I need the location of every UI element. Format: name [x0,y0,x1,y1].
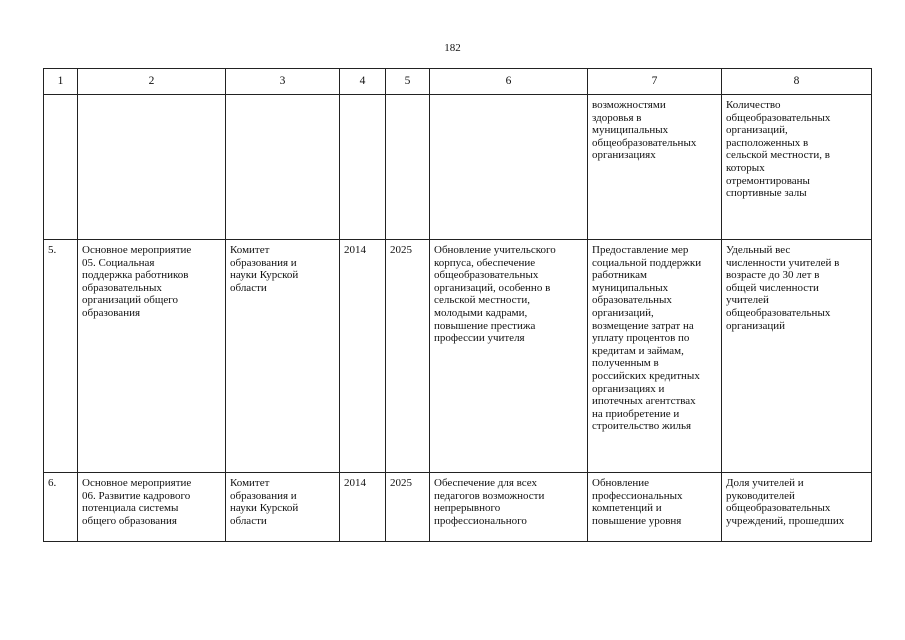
expected-result-cell: Обеспечение для всех педагогов возможности непрерывного профессионального [430,473,588,542]
table-row [44,240,872,473]
row-number-cell: 5. [44,240,78,473]
page-number: 182 [444,42,461,54]
main-directions-cell: Предоставление мер социальной поддержки работникам муниципальных образовательных организаций, возмещение затрат на уплату процентов по кредитам и займам, полученным в российских кредитных организациях и ипотечных агентствах на приобретение и строительство жилья [588,240,722,473]
indicator-cell: Количество общеобразовательных организаций, расположенных в сельской местности, в которых отремонтированы спортивные залы [722,95,872,240]
row-number-cell [44,95,78,240]
header-col-2: 2 [78,69,226,95]
program-table [43,68,872,542]
header-col-1: 1 [44,69,78,95]
indicator-cell: Доля учителей и руководителей общеобразовательных учреждений, прошедших [722,473,872,542]
header-row [44,69,872,95]
activity-cell: Основное мероприятие 05. Социальная поддержка работников образовательных организаций общего образования [78,240,226,473]
header-col-4: 4 [340,69,386,95]
end-year-cell [386,95,430,240]
header-col-8: 8 [722,69,872,95]
end-year-cell: 2025 [386,473,430,542]
header-col-5: 5 [386,69,430,95]
table-row [44,95,872,240]
header-col-3: 3 [226,69,340,95]
end-year-cell: 2025 [386,240,430,473]
executor-cell [226,95,340,240]
row-number-cell: 6. [44,473,78,542]
start-year-cell: 2014 [340,240,386,473]
main-directions-cell: возможностями здоровья в муниципальных общеобразовательных организациях [588,95,722,240]
table-row [44,473,872,542]
indicator-cell: Удельный вес численности учителей в возрасте до 30 лет в общей численности учителей общеобразовательных организаций [722,240,872,473]
executor-cell: Комитет образования и науки Курской области [226,473,340,542]
executor-cell: Комитет образования и науки Курской области [226,240,340,473]
expected-result-cell [430,95,588,240]
expected-result-cell: Обновление учительского корпуса, обеспечение общеобразовательных организаций, особенно в сельской местности, молодыми кадрами, повышение престижа профессии учителя [430,240,588,473]
activity-cell [78,95,226,240]
header-col-7: 7 [588,69,722,95]
start-year-cell [340,95,386,240]
main-directions-cell: Обновление профессиональных компетенций и повышение уровня [588,473,722,542]
header-col-6: 6 [430,69,588,95]
start-year-cell: 2014 [340,473,386,542]
activity-cell: Основное мероприятие 06. Развитие кадрового потенциала системы общего образования [78,473,226,542]
